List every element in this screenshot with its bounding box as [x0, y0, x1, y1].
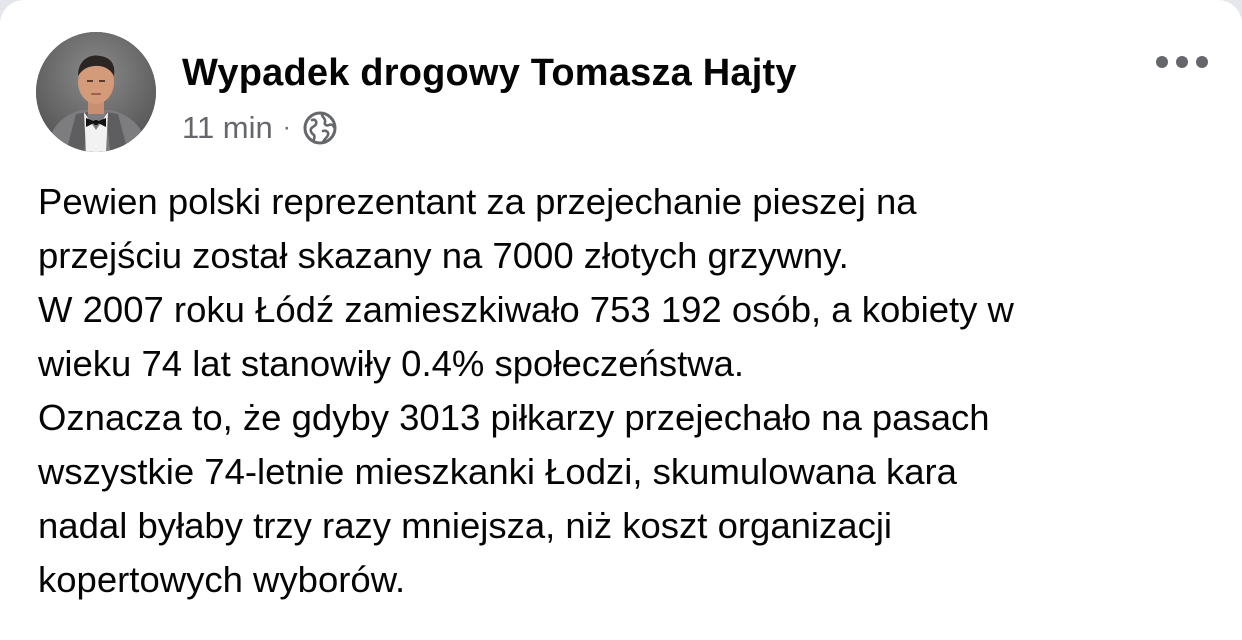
post-title[interactable]: Wypadek drogowy Tomasza Hajty [182, 52, 797, 94]
post-meta [182, 108, 337, 148]
dot [1196, 56, 1208, 68]
post-body-line: Pewien polski reprezentant za przejechanie pieszej na [38, 181, 917, 222]
avatar-image [36, 32, 156, 152]
post-body-line: nadal byłaby trzy razy mniejsza, niż koszt organizacji [38, 505, 893, 546]
meta-separator: · [282, 114, 291, 141]
post-body-line: przejściu został skazany na 7000 złotych grzywny. [38, 235, 849, 276]
globe-icon[interactable] [303, 111, 337, 145]
more-dots-icon[interactable] [1156, 52, 1208, 72]
dot [1176, 56, 1188, 68]
post-body-line: Oznacza to, że gdyby 3013 piłkarzy przejechało na pasach [38, 397, 990, 438]
post-body-line: wieku 74 lat stanowiły 0.4% społeczeństwa. [38, 343, 745, 384]
post-body [38, 175, 1218, 607]
dot [1156, 56, 1168, 68]
post-body-line: W 2007 roku Łódź zamieszkiwało 753 192 osób, a kobiety w [38, 289, 1014, 330]
post-timestamp[interactable]: 11 min [182, 110, 273, 145]
post-body-line: kopertowych wyborów. [38, 559, 406, 600]
avatar[interactable] [36, 32, 156, 152]
post-body-line: wszystkie 74-letnie mieszkanki Łodzi, skumulowana kara [38, 451, 957, 492]
